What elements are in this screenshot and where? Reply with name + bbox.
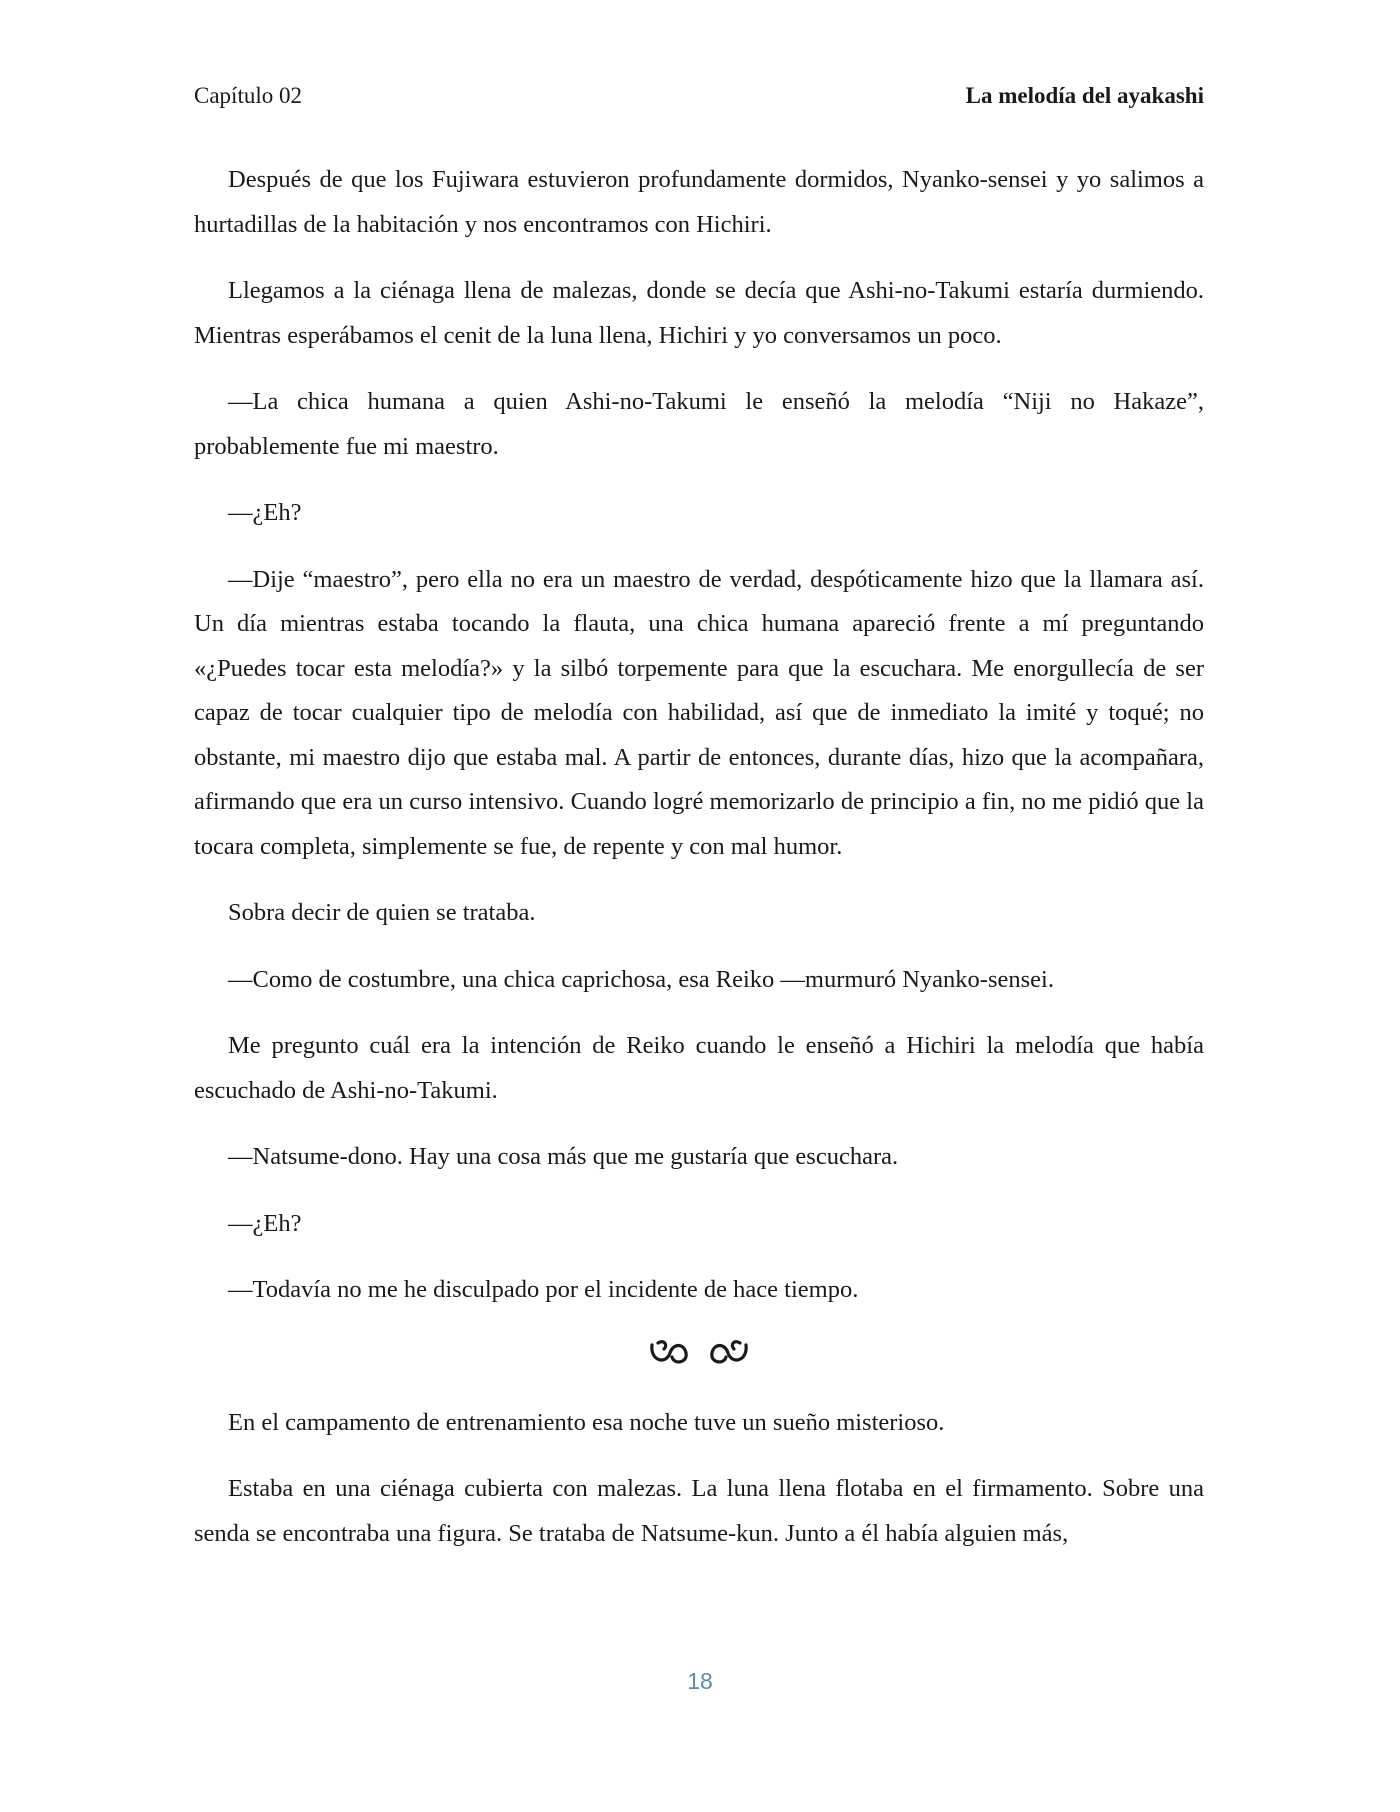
paragraph: —¿Eh? [228, 1209, 302, 1237]
paragraph: —La chica humana a quien Ashi-no-Takumi le enseñó la melodía “Niji no Hakaze”, probablemente fue mi maestro. [194, 388, 1204, 460]
running-header [194, 78, 1204, 114]
paragraph: Estaba en una ciénaga cubierta con malezas. La luna llena flotaba en el firmamento. Sobre una senda se encontraba una figura. Se trataba de Natsume-kun. Junto a él había alguien más, [194, 1475, 1204, 1547]
paragraph: En el campamento de entrenamiento esa noche tuve un sueño misterioso. [228, 1408, 945, 1436]
book-title: La melodía del ayakashi [965, 83, 1204, 108]
paragraph: —Como de costumbre, una chica caprichosa, esa Reiko —murmuró Nyanko-sensei. [228, 965, 1054, 993]
paragraph: Llegamos a la ciénaga llena de malezas, donde se decía que Ashi-no-Takumi estaría durmiendo. Mientras esperábamos el cenit de la luna llena, Hichiri y yo conversamos un poco. [194, 277, 1204, 349]
page-number: 18 [687, 1668, 713, 1694]
section-break-ornament [194, 1335, 1204, 1381]
page-body [194, 158, 1204, 1578]
paragraph: Sobra decir de quien se trataba. [228, 899, 536, 926]
paragraph: —Todavía no me he disculpado por el incidente de hace tiempo. [228, 1276, 859, 1303]
chapter-label: Capítulo 02 [194, 83, 302, 108]
paragraph: —¿Eh? [228, 499, 302, 526]
paragraph: Me pregunto cuál era la intención de Reiko cuando le enseñó a Hichiri la melodía que había escuchado de Ashi-no-Takumi. [194, 1032, 1204, 1104]
paragraph: Después de que los Fujiwara estuvieron profundamente dormidos, Nyanko-sensei y yo salimos a hurtadillas de la habitación y nos encontramos con Hichiri. [194, 166, 1204, 238]
paragraph: —Dije “maestro”, pero ella no era un maestro de verdad, despóticamente hizo que la llamara así. Un día mientras estaba tocando la flauta, una chica humana apareció frente a mí preguntando «¿Puedes tocar esta melodía?» y la silbó torpemente para que la escuchara. Me enorgullecía de ser capaz de tocar cualquier tipo de melodía con habilidad, así que de inmediato la imité y toqué; no obstante, mi maestro dijo que estaba mal. A partir de entonces, durante días, hizo que la acompañara, afirmando que era un curso intensivo. Cuando logré memorizarlo de principio a fin, no me pidió que la tocara completa, simplemente se fue, de repente y con mal humor. [194, 565, 1204, 860]
paragraph: —Natsume-dono. Hay una cosa más que me gustaría que escuchara. [228, 1143, 899, 1170]
ornament-icon [644, 1335, 754, 1369]
